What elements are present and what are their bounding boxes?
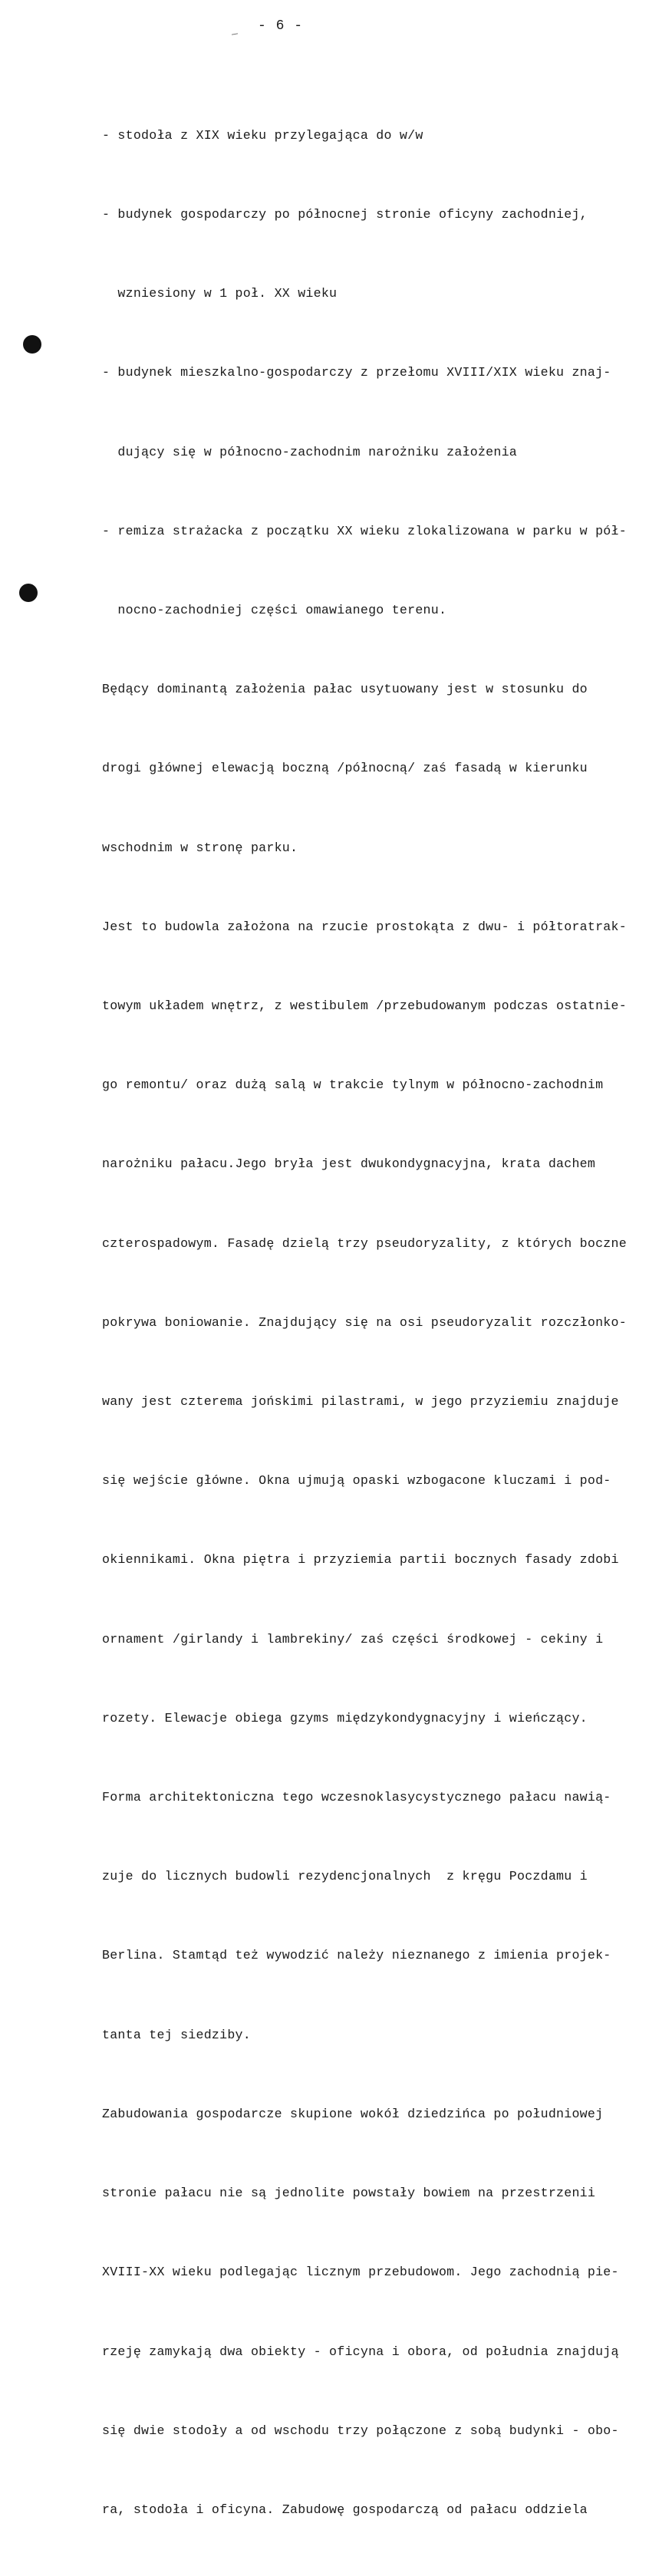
text-line: tanta tej siedziby. <box>102 2027 251 2042</box>
text-line: się dwie stodoły a od wschodu trzy połączone z sobą budynki - obo- <box>102 2423 619 2438</box>
text-line: Będący dominantą założenia pałac usytuowany jest w stosunku do <box>102 682 588 697</box>
text-line: drogi głównej elewacją boczną /północną/ zaś fasadą w kierunku <box>102 761 588 776</box>
text-line: Zabudowania gospodarcze skupione wokół dziedzińca po południowej <box>102 2106 604 2121</box>
ink-speck <box>232 33 238 35</box>
page-number: - 6 - <box>258 18 304 34</box>
text-line: wschodnim w stronę parku. <box>102 840 298 855</box>
text-line: - budynek gospodarczy po północnej stronie oficyny zachodniej, <box>102 207 588 222</box>
typed-body-text <box>102 70 639 2576</box>
punch-hole-mark-bottom <box>19 584 38 602</box>
text-line: Jest to budowla założona na rzucie prostokąta z dwu- i półtoratrak- <box>102 919 627 934</box>
punch-hole-mark-top <box>23 335 41 354</box>
text-line: - remiza strażacka z początku XX wieku zlokalizowana w parku w pół- <box>102 523 627 538</box>
text-line: Forma architektoniczna tego wczesnoklasycystycznego pałacu nawią- <box>102 1790 611 1805</box>
text-line: rozety. Elewacje obiega gzyms międzykondygnacyjny i wieńczący. <box>102 1710 588 1726</box>
text-line: narożniku pałacu.Jego bryła jest dwukondygnacyjna, krata dachem <box>102 1156 596 1172</box>
text-line: ra, stodoła i oficyna. Zabudowę gospodarczą od pałacu oddziela <box>102 2502 588 2517</box>
text-line: Berlina. Stamtąd też wywodzić należy nieznanego z imienia projek- <box>102 1948 611 1963</box>
text-line: dujący się w północno-zachodnim narożniku założenia <box>102 444 518 459</box>
text-line: się wejście główne. Okna ujmują opaski wzbogacone kluczami i pod- <box>102 1473 611 1489</box>
text-line: zuje do licznych budowli rezydencjonalnych z kręgu Poczdamu i <box>102 1869 588 1884</box>
text-line: wany jest czterema jońskimi pilastrami, w jego przyziemiu znajduje <box>102 1394 619 1410</box>
text-line: XVIII-XX wieku podlegając licznym przebudowom. Jego zachodnią pie- <box>102 2265 619 2280</box>
text-line: pokrywa boniowanie. Znajdujący się na osi pseudoryzalit rozczłonko- <box>102 1314 627 1330</box>
text-line: - budynek mieszkalno-gospodarczy z przełomu XVIII/XIX wieku znaj- <box>102 365 611 380</box>
text-line: okiennikami. Okna piętra i przyziemia partii bocznych fasady zdobi <box>102 1552 619 1568</box>
text-line: towym układem wnętrz, z westibulem /przebudowanym podczas ostatnie- <box>102 998 627 1014</box>
text-line: - stodoła z XIX wieku przylegająca do w/w <box>102 127 423 143</box>
text-line: rzeję zamykają dwa obiekty - oficyna i obora, od południa znajdują <box>102 2344 619 2359</box>
text-line: stronie pałacu nie są jednolite powstały bowiem na przestrzenii <box>102 2186 596 2201</box>
text-line: go remontu/ oraz dużą salą w trakcie tylnym w północno-zachodnim <box>102 1077 604 1093</box>
text-line: nocno-zachodniej części omawianego terenu. <box>102 603 447 618</box>
text-line: ornament /girlandy i lambrekiny/ zaś części środkowej - cekiny i <box>102 1631 604 1647</box>
text-line: czterospadowym. Fasadę dzielą trzy pseudoryzality, z których boczne <box>102 1235 627 1251</box>
text-line: wzniesiony w 1 poł. XX wieku <box>102 286 338 301</box>
